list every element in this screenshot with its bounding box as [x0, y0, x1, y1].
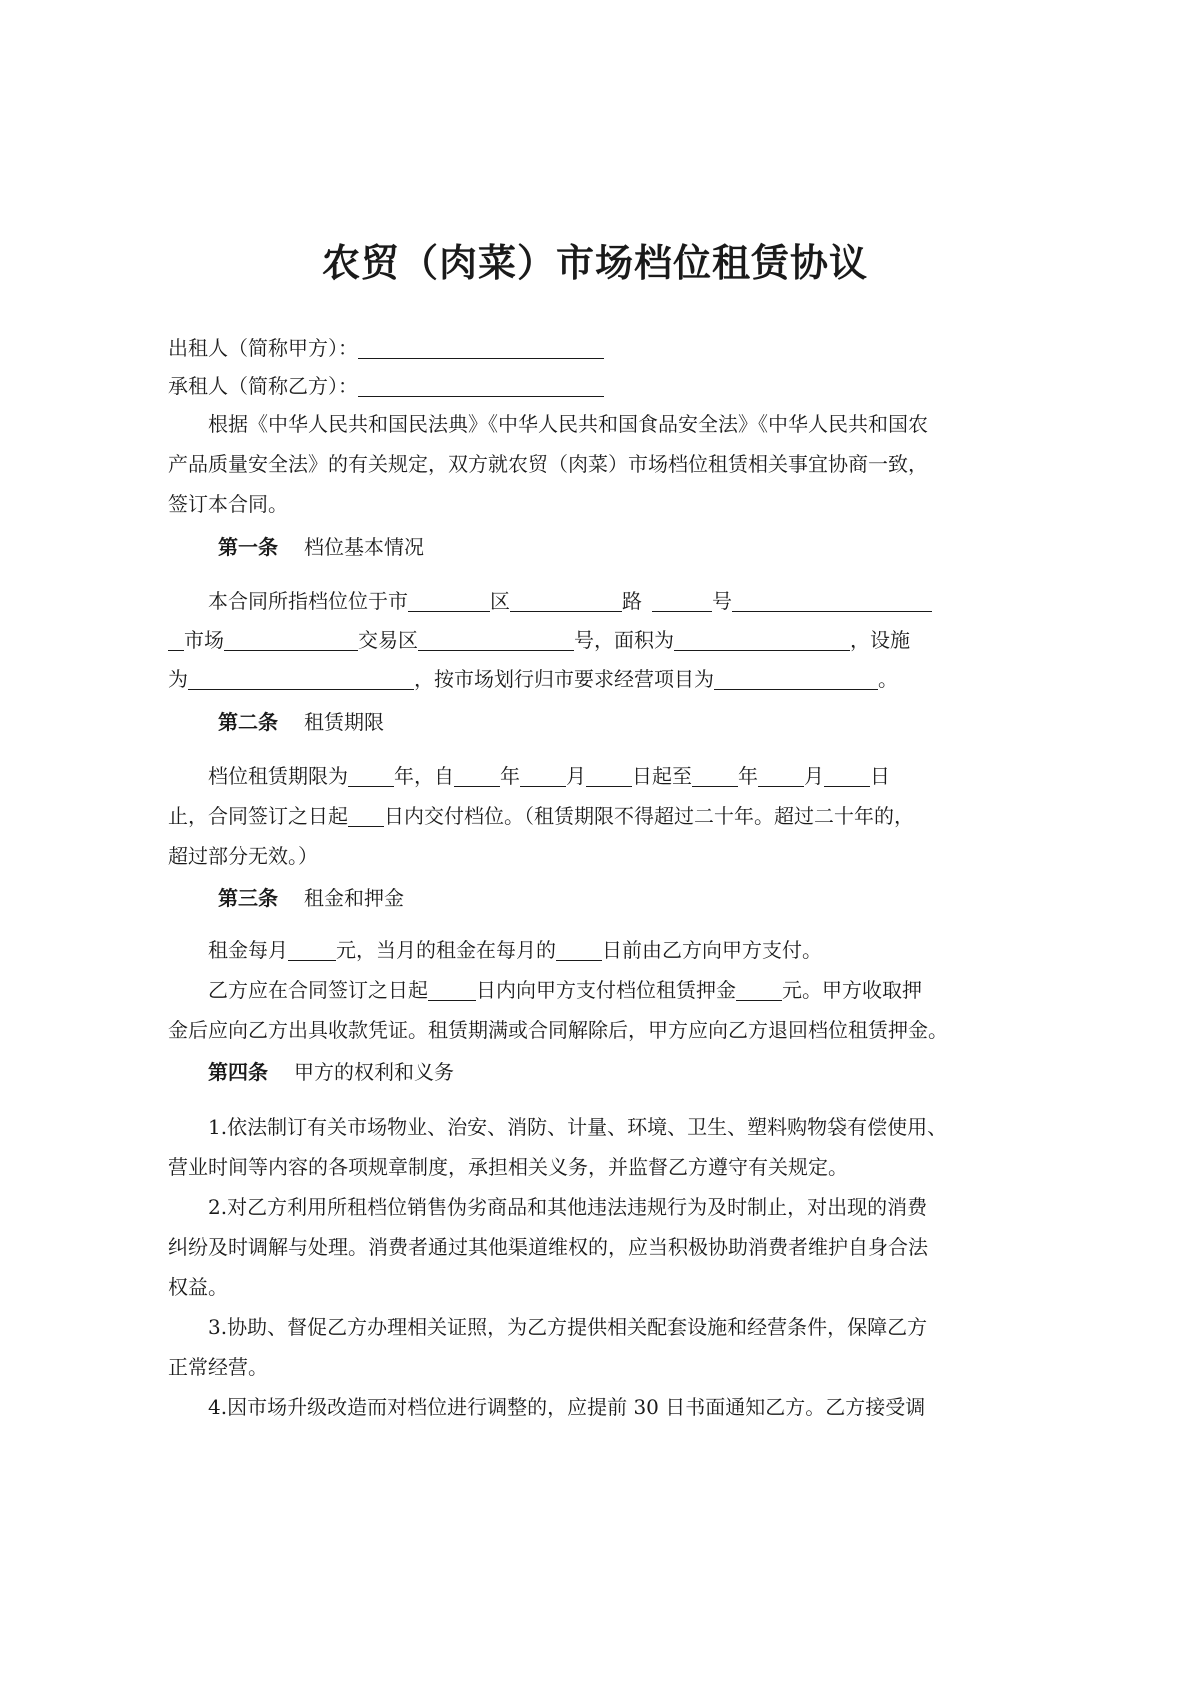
facilities-blank[interactable]	[188, 667, 414, 690]
text-seg: 交易区	[358, 628, 418, 652]
article-1-heading	[218, 533, 424, 561]
end-day-blank[interactable]	[824, 764, 870, 787]
term-years-blank[interactable]	[348, 764, 394, 787]
text-seg: 年，自	[394, 764, 454, 788]
lessee-blank[interactable]	[358, 374, 604, 397]
delivery-days-blank[interactable]	[348, 804, 384, 827]
article-3-title: 租金和押金	[304, 886, 404, 910]
text-seg: 本合同所指档位位于市	[208, 589, 408, 613]
rent-due-day-blank[interactable]	[556, 938, 602, 961]
road-blank[interactable]	[652, 589, 712, 612]
article-3-line-2	[208, 976, 922, 1004]
lessee-line	[168, 372, 604, 400]
zone-number-blank[interactable]	[418, 628, 574, 651]
article-1-title: 档位基本情况	[304, 535, 424, 559]
article-4-heading	[208, 1058, 454, 1086]
text-seg: 年	[500, 764, 520, 788]
end-year-blank[interactable]	[692, 764, 738, 787]
article-4-item-3-line-1: 3.协助、督促乙方办理相关证照，为乙方提供相关配套设施和经营条件，保障乙方	[208, 1315, 928, 1339]
start-year-blank[interactable]	[454, 764, 500, 787]
article-4-item-3-line-2: 正常经营。	[168, 1355, 268, 1379]
text-seg: 路	[622, 589, 642, 613]
article-4-title: 甲方的权利和义务	[294, 1060, 454, 1084]
text-seg: 止，合同签订之日起	[168, 804, 348, 828]
text-seg: 日	[870, 764, 890, 788]
city-blank[interactable]	[408, 589, 490, 612]
number-blank[interactable]	[732, 589, 932, 612]
article-3-heading	[218, 884, 404, 912]
rent-amount-blank[interactable]	[288, 938, 336, 961]
text-seg: 为	[168, 667, 188, 691]
article-3-line-3: 金后应向乙方出具收款凭证。租赁期满或合同解除后，甲方应向乙方退回档位租赁押金。	[168, 1018, 948, 1042]
lessor-blank[interactable]	[358, 336, 604, 359]
article-4-item-2-line-2: 纠纷及时调解与处理。消费者通过其他渠道维权的，应当积极协助消费者维护自身合法	[168, 1235, 928, 1259]
market-blank-cont[interactable]	[168, 628, 184, 651]
text-seg: 日内交付档位。（租赁期限不得超过二十年。超过二十年的，	[384, 804, 914, 828]
article-2-line-3: 超过部分无效。）	[168, 844, 318, 868]
text-seg: 乙方应在合同签订之日起	[208, 978, 428, 1002]
article-4-item-2-line-3: 权益。	[168, 1275, 228, 1299]
preamble-line-3: 签订本合同。	[168, 492, 288, 516]
lessee-label: 承租人（简称乙方）：	[168, 374, 358, 398]
text-seg: 元。甲方收取押	[782, 978, 922, 1002]
page-title: 农贸（肉菜）市场档位租赁协议	[321, 241, 868, 285]
deposit-amount-blank[interactable]	[736, 978, 782, 1001]
text-seg: 日前由乙方向甲方支付。	[602, 938, 822, 962]
preamble-line-2: 产品质量安全法》的有关规定，双方就农贸（肉菜）市场档位租赁相关事宜协商一致，	[168, 452, 928, 476]
article-3-line-1	[208, 936, 822, 964]
text-seg: 号	[712, 589, 732, 613]
text-seg: 档位租赁期限为	[208, 764, 348, 788]
article-4-item-1-line-2: 营业时间等内容的各项规章制度，承担相关义务，并监督乙方遵守有关规定。	[168, 1155, 848, 1179]
article-1-line-3	[168, 665, 898, 693]
deposit-days-blank[interactable]	[428, 978, 476, 1001]
area-blank[interactable]	[674, 628, 850, 651]
text-seg: 月	[566, 764, 586, 788]
article-2-title: 租赁期限	[304, 710, 384, 734]
text-seg: 日内向甲方支付档位租赁押金	[476, 978, 736, 1002]
article-1-line-2	[168, 626, 910, 654]
text-seg: 租金每月	[208, 938, 288, 962]
article-2-line-2	[168, 802, 914, 830]
article-4-number: 第四条	[208, 1060, 268, 1084]
start-day-blank[interactable]	[586, 764, 632, 787]
district-blank[interactable]	[510, 589, 622, 612]
text-seg: 市场	[184, 628, 224, 652]
article-4-item-4-line-1: 4.因市场升级改造而对档位进行调整的，应提前 30 日书面通知乙方。乙方接受调	[208, 1395, 926, 1419]
business-item-blank[interactable]	[714, 667, 878, 690]
start-month-blank[interactable]	[520, 764, 566, 787]
market-blank[interactable]	[224, 628, 358, 651]
text-seg: 年	[738, 764, 758, 788]
article-4-item-1-line-1: 1.依法制订有关市场物业、治安、消防、计量、环境、卫生、塑料购物袋有偿使用、	[208, 1115, 948, 1139]
text-seg: ，设施	[850, 628, 910, 652]
article-2-number: 第二条	[218, 710, 278, 734]
text-seg: 区	[490, 589, 510, 613]
text-seg: 号，面积为	[574, 628, 674, 652]
lessor-label: 出租人（简称甲方）：	[168, 336, 358, 360]
end-month-blank[interactable]	[758, 764, 804, 787]
article-4-item-2-line-1: 2.对乙方利用所租档位销售伪劣商品和其他违法违规行为及时制止，对出现的消费	[208, 1195, 928, 1219]
text-seg: ，按市场划行归市要求经营项目为	[414, 667, 714, 691]
text-seg: 元，当月的租金在每月的	[336, 938, 556, 962]
preamble-line-1: 根据《中华人民共和国民法典》《中华人民共和国食品安全法》《中华人民共和国农	[208, 412, 928, 436]
article-1-line-1	[208, 587, 932, 615]
text-seg: 日起至	[632, 764, 692, 788]
text-seg: 月	[804, 764, 824, 788]
article-2-heading	[218, 708, 384, 736]
article-3-number: 第三条	[218, 886, 278, 910]
article-2-line-1	[208, 762, 890, 790]
lessor-line	[168, 334, 604, 362]
text-seg: 。	[878, 667, 898, 691]
article-1-number: 第一条	[218, 535, 278, 559]
